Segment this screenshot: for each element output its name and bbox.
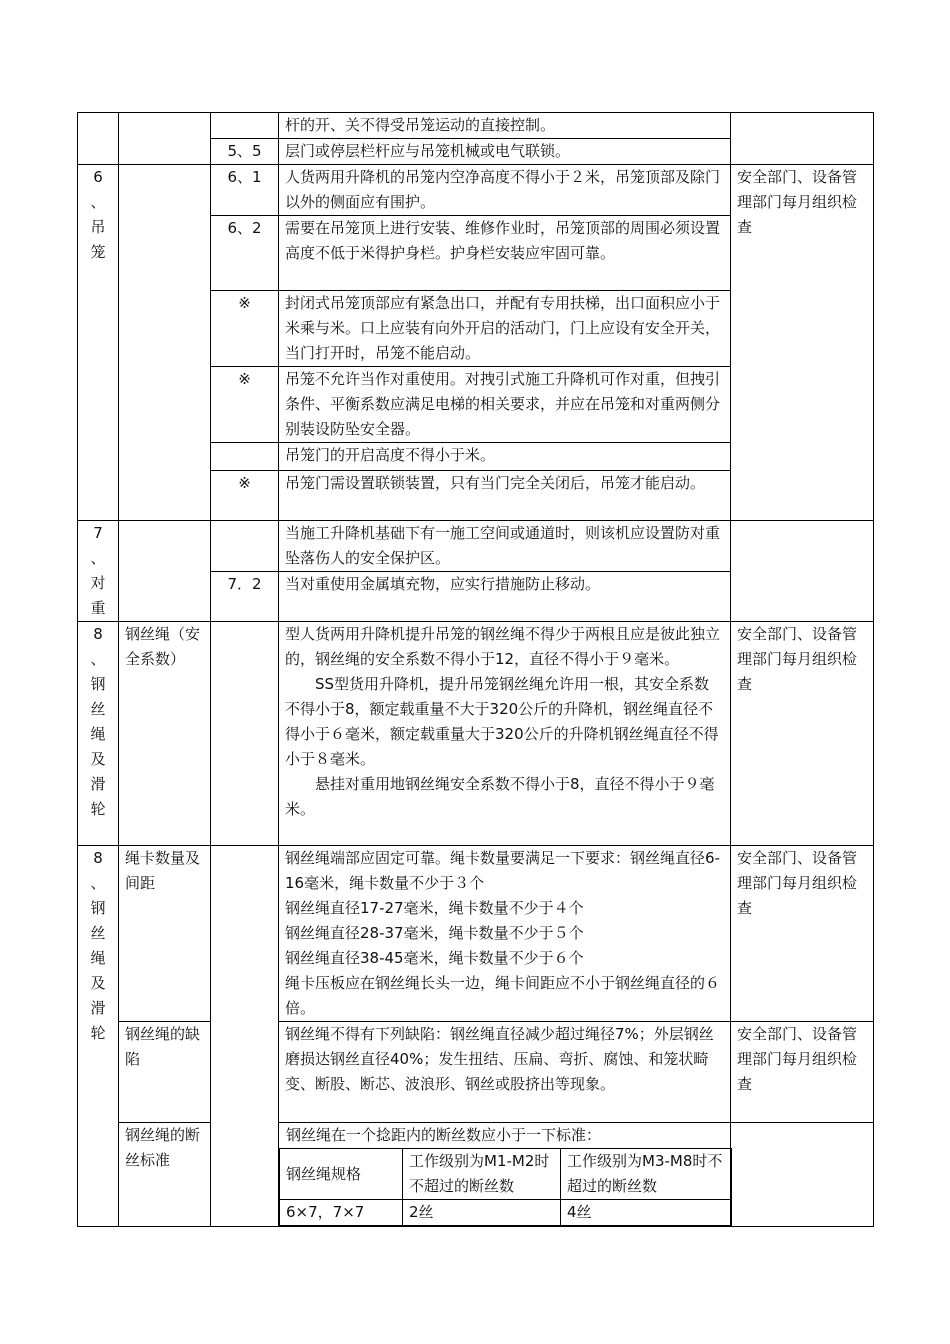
item-label: 钢丝绳（安全系数） bbox=[119, 622, 211, 846]
inspect-cell-empty bbox=[731, 113, 874, 165]
clause-mark: ※ bbox=[211, 367, 279, 443]
req-text: 层门或停层栏杆应与吊笼机械或电气联锁。 bbox=[279, 139, 731, 165]
req-line: 绳卡压板应在钢丝绳长头一边，绳卡间距应不小于钢丝绳直径的６倍。 bbox=[285, 974, 721, 1017]
req-text: 吊笼门的开启高度不得小于米。 bbox=[279, 443, 731, 471]
item-cell-empty bbox=[119, 113, 211, 165]
num-cell-empty bbox=[211, 622, 279, 846]
item-label: 钢丝绳的缺陷 bbox=[119, 1022, 211, 1123]
req-text: 吊笼不允许当作对重使用。对拽引式施工升降机可作对重，但拽引条件、平衡系数应满足电梯的相关要求，并应在吊笼和对重两侧分别装设防坠安全器。 bbox=[279, 367, 731, 443]
section-label-8: 8 、 钢 丝 绳 及 滑 轮 bbox=[78, 622, 119, 846]
inspect-cell-empty bbox=[731, 1123, 874, 1227]
req-paragraph: 悬挂对重用地钢丝绳安全系数不得小于8，直径不得小于９毫米。 bbox=[285, 775, 715, 818]
req-paragraph: 型人货两用升降机提升吊笼的钢丝绳不得少于两根且应是彼此独立的，钢丝绳的安全系数不得小于12，直径不得小于９毫米。 bbox=[285, 625, 721, 668]
req-text: 当施工升降机基础下有一施工空间或通道时，则该机应设置防对重坠落伤人的安全保护区。 bbox=[279, 521, 731, 572]
clause-number: 6、1 bbox=[211, 165, 279, 216]
num-cell-empty bbox=[211, 521, 279, 572]
inspect-text: 安全部门、设备管理部门每月组织检查 bbox=[731, 846, 874, 1022]
req-text-block bbox=[279, 846, 731, 1022]
inspect-text: 安全部门、设备管理部门每月组织检查 bbox=[731, 622, 874, 846]
section-label-8: 8 、 钢 丝 绳 及 滑 轮 bbox=[78, 846, 119, 1227]
table-cell: 4丝 bbox=[561, 1200, 732, 1226]
req-text: 需要在吊笼顶上进行安装、维修作业时，吊笼顶部的周围必须设置高度不低于米得护身栏。护身栏安装应牢固可靠。 bbox=[279, 216, 731, 291]
req-text: 钢丝绳在一个捻距内的断丝数应小于一下标准： bbox=[286, 1126, 602, 1144]
req-text: 杆的开、关不得受吊笼运动的直接控制。 bbox=[279, 113, 731, 139]
section-label-7: 7 、 对 重 bbox=[78, 521, 119, 622]
table-cell: 2丝 bbox=[403, 1200, 561, 1226]
req-line: 钢丝绳直径38-45毫米，绳卡数量不少于６个 bbox=[285, 949, 584, 967]
req-text-block bbox=[279, 622, 731, 846]
table-header: 工作级别为M1-M2时不超过的断丝数 bbox=[403, 1149, 561, 1200]
req-text: 人货两用升降机的吊笼内空净高度不得小于２米，吊笼顶部及除门以外的侧面应有围护。 bbox=[279, 165, 731, 216]
clause-number: 6、2 bbox=[211, 216, 279, 291]
req-text-block bbox=[279, 1123, 731, 1227]
req-line: 钢丝绳直径28-37毫米，绳卡数量不少于５个 bbox=[285, 924, 584, 942]
item-label: 钢丝绳的断丝标准 bbox=[119, 1123, 211, 1227]
section-cell-empty bbox=[78, 113, 119, 165]
item-label: 绳卡数量及间距 bbox=[119, 846, 211, 1022]
table-header: 钢丝绳规格 bbox=[280, 1149, 403, 1200]
item-cell-empty bbox=[119, 165, 211, 521]
inspect-text: 安全部门、设备管理部门每月组织检查 bbox=[731, 165, 874, 521]
inspect-cell-empty bbox=[731, 521, 874, 622]
num-cell-empty bbox=[211, 113, 279, 139]
broken-wire-table bbox=[279, 1148, 732, 1226]
num-cell-empty bbox=[211, 846, 279, 1227]
clause-number: 5、5 bbox=[211, 139, 279, 165]
section-label-6: 6 、 吊 笼 bbox=[78, 165, 119, 521]
req-paragraph: SS型货用升降机，提升吊笼钢丝绳允许用一根，其安全系数不得小于8，额定载重量不大于320公斤的升降机，钢丝绳直径不得小于６毫米，额定载重量大于320公斤的升降机钢丝绳直径不得小于８毫米。 bbox=[285, 675, 719, 768]
req-text: 钢丝绳不得有下列缺陷：钢丝绳直径减少超过绳径7%；外层钢丝磨损达钢丝直径40%；发生扭结、压扁、弯折、腐蚀、和笼状畸变、断股、断芯、波浪形、钢丝或股挤出等现象。 bbox=[279, 1022, 731, 1123]
req-line: 钢丝绳直径17-27毫米，绳卡数量不少于４个 bbox=[285, 899, 584, 917]
item-cell-empty bbox=[119, 521, 211, 622]
table-header: 工作级别为M3-M8时不超过的断丝数 bbox=[561, 1149, 732, 1200]
inspect-text: 安全部门、设备管理部门每月组织检查 bbox=[731, 1022, 874, 1123]
num-cell-empty bbox=[211, 443, 279, 471]
clause-mark: ※ bbox=[211, 291, 279, 367]
req-line: 钢丝绳端部应固定可靠。绳卡数量要满足一下要求：钢丝绳直径6-16毫米，绳卡数量不少于３个 bbox=[285, 849, 720, 892]
clause-number: 7．2 bbox=[211, 572, 279, 622]
clause-mark: ※ bbox=[211, 471, 279, 521]
req-text: 封闭式吊笼顶部应有紧急出口，并配有专用扶梯，出口面积应小于米乘与米。口上应装有向外开启的活动门，门上应设有安全开关，当门打开时，吊笼不能启动。 bbox=[279, 291, 731, 367]
table-cell: 6×7，7×7 bbox=[280, 1200, 403, 1226]
inspection-table bbox=[77, 112, 874, 1227]
req-text: 当对重使用金属填充物，应实行措施防止移动。 bbox=[279, 572, 731, 622]
req-text: 吊笼门需设置联锁装置，只有当门完全关闭后，吊笼才能启动。 bbox=[279, 471, 731, 521]
